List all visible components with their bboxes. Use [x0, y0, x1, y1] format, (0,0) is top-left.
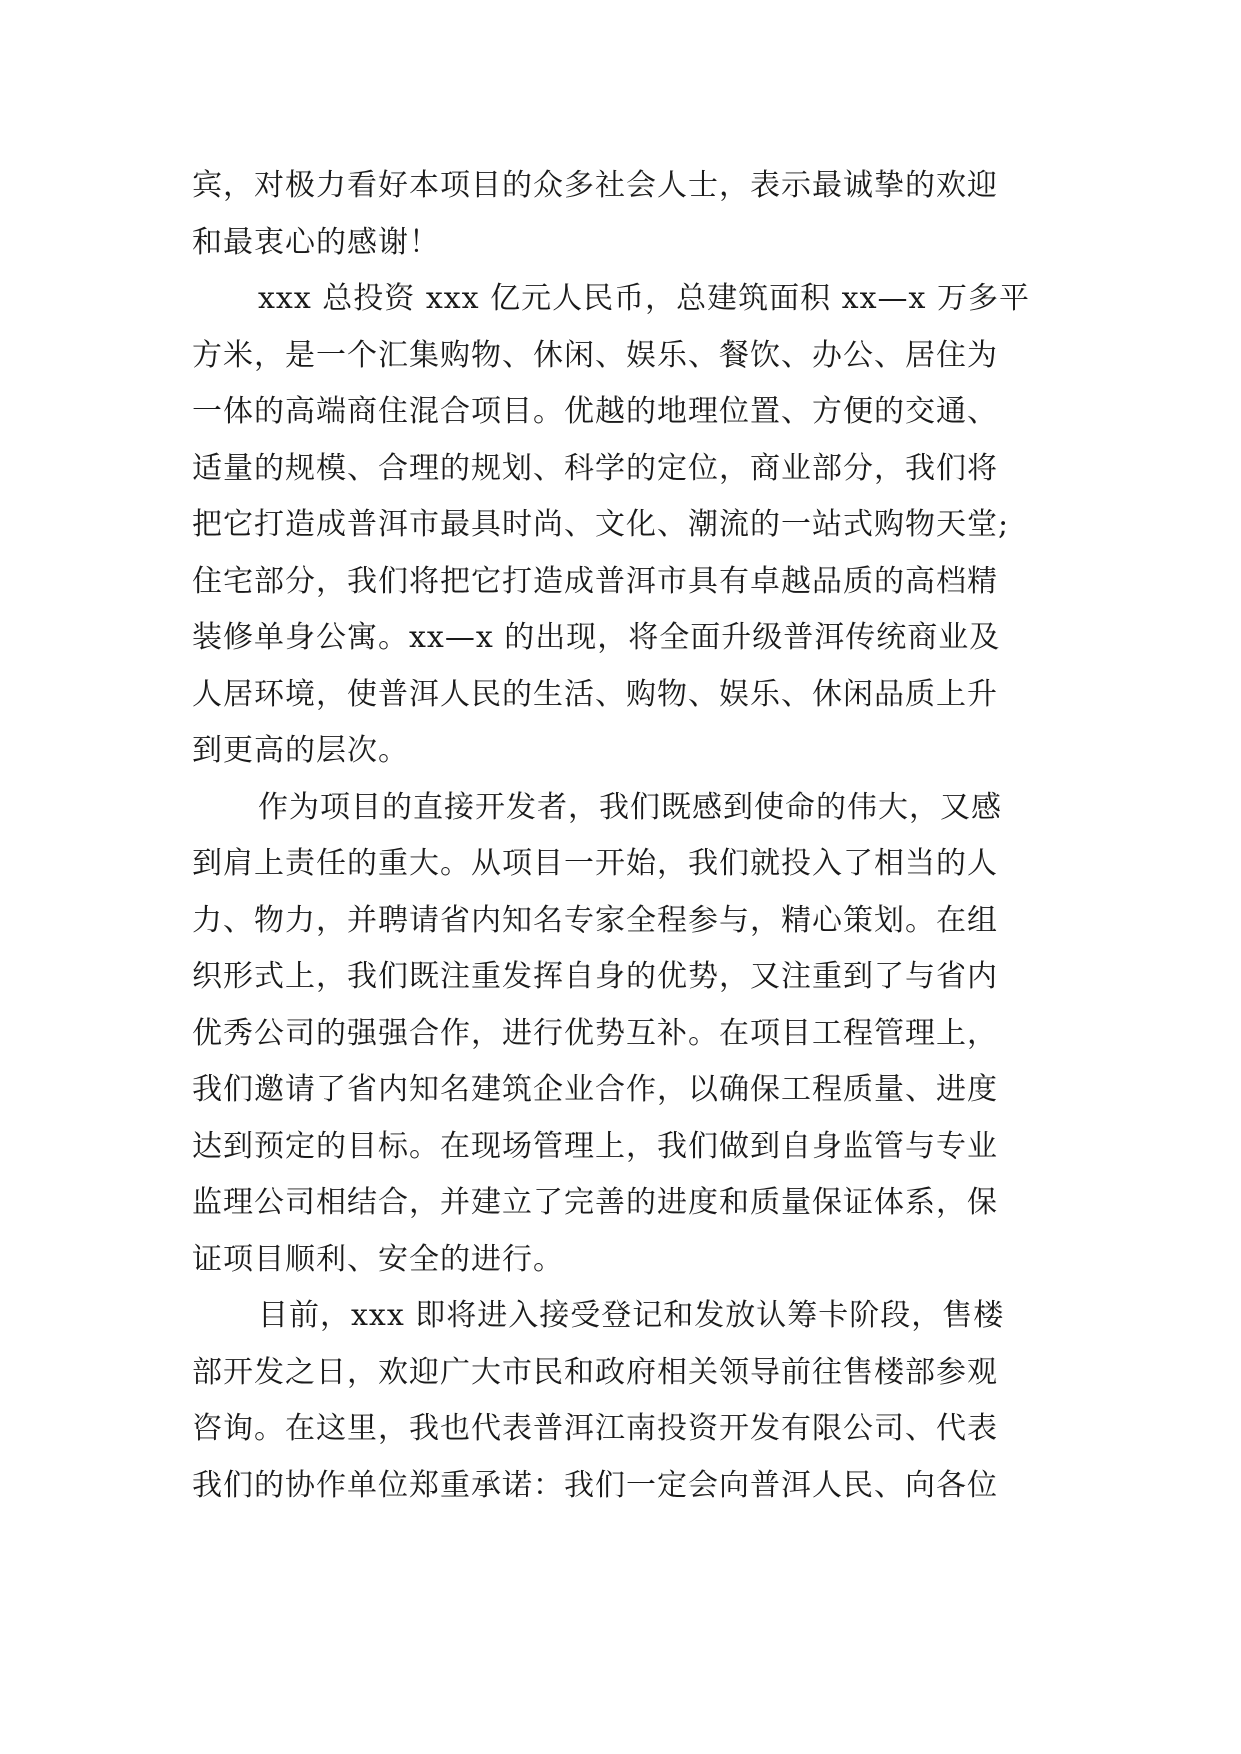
text-line: 到肩上责任的重大。从项目一开始，我们就投入了相当的人: [192, 846, 998, 881]
text-line: 适量的规模、合理的规划、科学的定位，商业部分，我们将: [192, 450, 998, 486]
body-text: [192, 158, 1062, 1514]
paragraph: [192, 271, 1062, 780]
paragraph: [192, 780, 1062, 1289]
text-line: 优秀公司的强强合作，进行优势互补。在项目工程管理上，: [192, 1015, 998, 1051]
text-line: 人居环境，使普洱人民的生活、购物、娱乐、休闲品质上升: [192, 676, 998, 712]
text-line: 到更高的层次。: [192, 733, 409, 768]
text-line: 力、物力，并聘请省内知名专家全程参与，精心策划。在组: [192, 902, 998, 938]
text-line: 目前，xxx 即将进入接受登记和发放认筹卡阶段，售楼: [258, 1298, 1005, 1333]
text-line: 作为项目的直接开发者，我们既感到使命的伟大，又感: [258, 789, 1002, 825]
text-line: 方米，是一个汇集购物、休闲、娱乐、餐饮、办公、居住为: [192, 337, 998, 373]
text-line: 和最衷心的感谢！: [192, 224, 440, 260]
text-line: 我们邀请了省内知名建筑企业合作，以确保工程质量、进度: [192, 1072, 998, 1107]
text-line: xxx 总投资 xxx 亿元人民币，总建筑面积 xx—x 万多平: [258, 281, 1030, 316]
text-line: 咨询。在这里，我也代表普洱江南投资开发有限公司、代表: [192, 1411, 998, 1446]
paragraph: [192, 158, 1062, 271]
text-line: 装修单身公寓。xx—x 的出现，将全面升级普洱传统商业及: [192, 620, 1001, 655]
text-line: 达到预定的目标。在现场管理上，我们做到自身监管与专业: [192, 1128, 998, 1164]
text-line: 证项目顺利、安全的进行。: [192, 1241, 564, 1277]
text-line: 宾，对极力看好本项目的众多社会人士，表示最诚挚的欢迎: [192, 168, 998, 203]
text-line: 部开发之日，欢迎广大市民和政府相关领导前往售楼部参观: [192, 1354, 998, 1390]
text-line: 我们的协作单位郑重承诺：我们一定会向普洱人民、向各位: [192, 1467, 998, 1503]
text-line: 一体的高端商住混合项目。优越的地理位置、方便的交通、: [192, 394, 998, 429]
paragraph: [192, 1288, 1062, 1514]
text-line: 织形式上，我们既注重发挥自身的优势，又注重到了与省内: [192, 959, 998, 994]
text-line: 把它打造成普洱市最具时尚、文化、潮流的一站式购物天堂;: [192, 507, 1010, 542]
text-line: 监理公司相结合，并建立了完善的进度和质量保证体系，保: [192, 1185, 998, 1220]
text-line: 住宅部分，我们将把它打造成普洱市具有卓越品质的高档精: [192, 563, 998, 599]
